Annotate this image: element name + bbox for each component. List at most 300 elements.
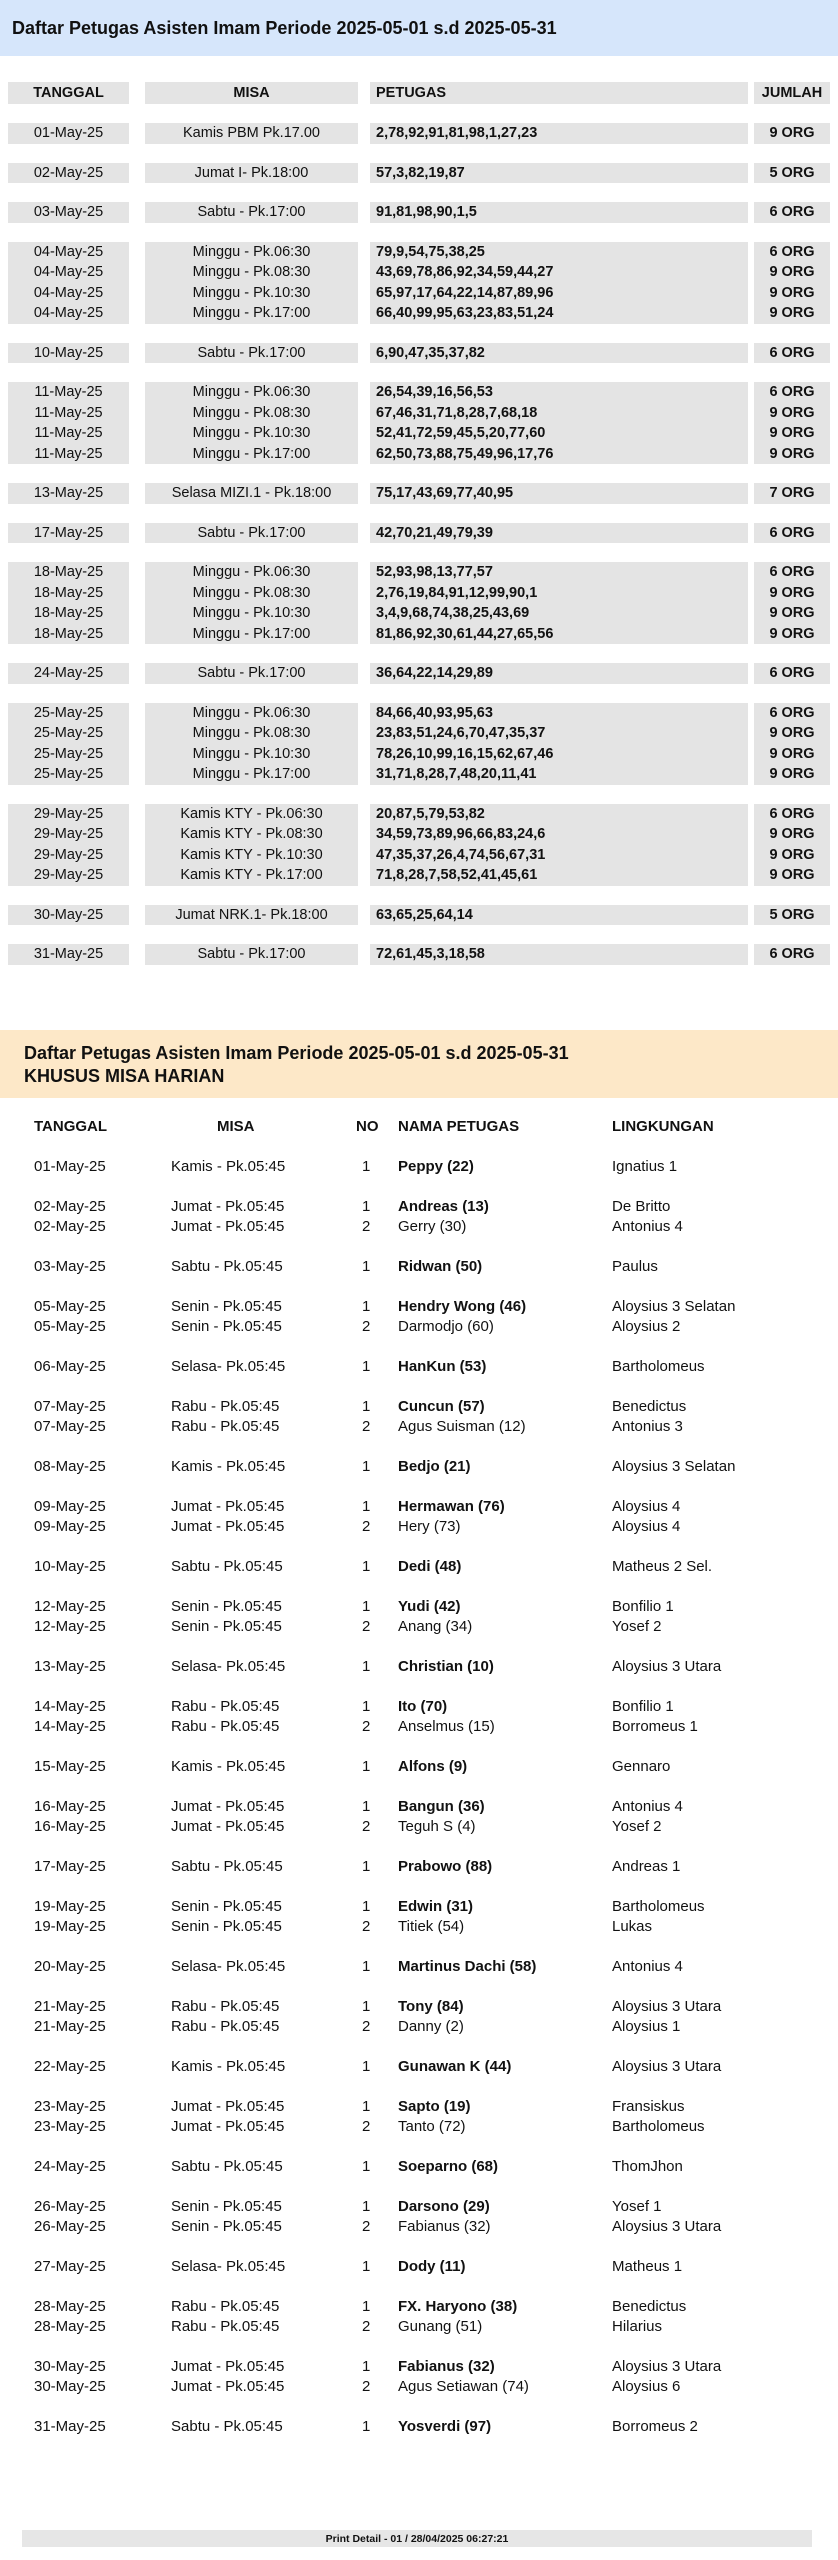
- cell-jumlah: 6 ORG: [769, 704, 815, 721]
- table-row: [0, 1198, 838, 1218]
- column-tanggal: [8, 804, 129, 886]
- cell-tanggal: 05-May-25: [34, 1318, 106, 1335]
- cell-tanggal: 16-May-25: [34, 1798, 106, 1815]
- cell-lingkungan: Yosef 2: [612, 1818, 662, 1835]
- cell-no: 1: [362, 1798, 371, 1815]
- cell-tanggal: 04-May-25: [33, 284, 104, 301]
- cell-lingkungan: Aloysius 2: [612, 1318, 681, 1335]
- cell-jumlah: 9 ORG: [769, 625, 815, 642]
- table-row: [0, 1318, 838, 1338]
- column-tanggal: [8, 202, 129, 223]
- cell-tanggal: 04-May-25: [33, 264, 104, 281]
- column-misa: [145, 242, 358, 324]
- cell-lingkungan: Lukas: [612, 1918, 653, 1935]
- cell-nama-petugas: Fabianus (32): [398, 2218, 491, 2235]
- cell-tanggal: 29-May-25: [33, 846, 104, 863]
- cell-misa: Jumat - Pk.05:45: [171, 1498, 285, 1515]
- table-row: [0, 2158, 838, 2178]
- cell-no: 1: [362, 1558, 371, 1575]
- cell-misa: Selasa- Pk.05:45: [171, 1958, 286, 1975]
- cell-no: 1: [362, 1598, 371, 1615]
- column-jumlah: [754, 242, 830, 324]
- cell-petugas: 79,9,54,75,38,25: [376, 243, 485, 260]
- cell-no: 1: [362, 2258, 371, 2275]
- cell-misa: Sabtu - Pk.17:00: [197, 524, 306, 541]
- cell-lingkungan: Antonius 4: [612, 1798, 683, 1815]
- table-row: [0, 1858, 838, 1878]
- table-row: [0, 2118, 838, 2138]
- cell-tanggal: 29-May-25: [33, 867, 104, 884]
- cell-jumlah: 9 ORG: [769, 264, 815, 281]
- table-row: [0, 2298, 838, 2318]
- cell-nama-petugas: Christian (10): [398, 1658, 494, 1675]
- cell-lingkungan: Bonfilio 1: [612, 1598, 674, 1615]
- cell-nama-petugas: Darmodjo (60): [398, 1318, 494, 1335]
- cell-jumlah: 9 ORG: [769, 125, 815, 142]
- row-group: [0, 1958, 838, 1978]
- cell-tanggal: 23-May-25: [34, 2118, 106, 2135]
- cell-misa: Selasa- Pk.05:45: [171, 1358, 286, 1375]
- cell-misa: Senin - Pk.05:45: [171, 1298, 282, 1315]
- cell-nama-petugas: Martinus Dachi (58): [398, 1958, 537, 1975]
- cell-tanggal: 24-May-25: [33, 665, 104, 682]
- cell-lingkungan: Borromeus 2: [612, 2418, 698, 2435]
- cell-tanggal: 06-May-25: [34, 1358, 106, 1375]
- row-group: [0, 1998, 838, 2038]
- header2-misa: MISA: [217, 1118, 255, 1135]
- cell-misa: Senin - Pk.05:45: [171, 1618, 282, 1635]
- table-row: [0, 2418, 838, 2438]
- cell-jumlah: 9 ORG: [769, 826, 815, 843]
- row-group: [0, 2158, 838, 2178]
- table-row: [0, 1918, 838, 1938]
- cell-jumlah: 6 ORG: [769, 384, 815, 401]
- cell-jumlah: 5 ORG: [769, 164, 815, 181]
- cell-lingkungan: Benedictus: [612, 1398, 687, 1415]
- column-misa: [145, 703, 358, 785]
- table2-body: [0, 1158, 838, 2438]
- cell-petugas: 71,8,28,7,58,52,41,45,61: [376, 867, 538, 884]
- cell-nama-petugas: Fabianus (32): [398, 2358, 495, 2375]
- cell-tanggal: 18-May-25: [33, 605, 104, 622]
- column-petugas: [370, 905, 748, 926]
- cell-lingkungan: Antonius 4: [612, 1218, 683, 1235]
- table-row: [0, 2198, 838, 2218]
- cell-petugas: 81,86,92,30,61,44,27,65,56: [376, 625, 554, 642]
- row-group: [0, 2298, 838, 2338]
- cell-nama-petugas: Danny (2): [398, 2018, 464, 2035]
- cell-tanggal: 26-May-25: [34, 2198, 106, 2215]
- table-header: [8, 82, 830, 104]
- cell-misa: Minggu - Pk.08:30: [192, 725, 311, 742]
- row-group: [0, 2058, 838, 2078]
- cell-tanggal: 11-May-25: [34, 404, 103, 421]
- cell-tanggal: 28-May-25: [34, 2318, 106, 2335]
- cell-nama-petugas: Anselmus (15): [398, 1718, 495, 1735]
- cell-no: 1: [362, 2198, 371, 2215]
- column-jumlah: [754, 562, 830, 644]
- cell-misa: Minggu - Pk.06:30: [192, 704, 311, 721]
- cell-jumlah: 6 ORG: [769, 665, 815, 682]
- cell-nama-petugas: Cuncun (57): [398, 1398, 485, 1415]
- cell-petugas: 36,64,22,14,29,89: [376, 665, 493, 682]
- cell-misa: Minggu - Pk.17:00: [192, 305, 311, 322]
- cell-nama-petugas: Peppy (22): [398, 1158, 474, 1175]
- cell-misa: Senin - Pk.05:45: [171, 1598, 282, 1615]
- cell-nama-petugas: Gunawan K (44): [398, 2058, 512, 2075]
- table-misa-harian: [0, 1098, 838, 2438]
- cell-nama-petugas: Dody (11): [398, 2258, 466, 2275]
- cell-nama-petugas: Teguh S (4): [398, 1818, 476, 1835]
- section2-subtitle: KHUSUS MISA HARIAN: [24, 1066, 225, 1086]
- column-jumlah: [754, 202, 830, 223]
- cell-tanggal: 20-May-25: [34, 1958, 106, 1975]
- row-group: [0, 2198, 838, 2238]
- header-misa: MISA: [145, 82, 358, 104]
- column-jumlah: [754, 663, 830, 684]
- cell-misa: Rabu - Pk.05:45: [171, 1418, 280, 1435]
- row-group: [8, 703, 830, 785]
- cell-misa: Sabtu - Pk.05:45: [171, 1558, 283, 1575]
- cell-jumlah: 9 ORG: [769, 305, 815, 322]
- column-jumlah: [754, 382, 830, 464]
- cell-jumlah: 6 ORG: [769, 243, 815, 260]
- row-group: [0, 2418, 838, 2438]
- cell-lingkungan: Gennaro: [612, 1758, 671, 1775]
- cell-lingkungan: Aloysius 1: [612, 2018, 681, 2035]
- cell-misa: Selasa- Pk.05:45: [171, 1658, 286, 1675]
- column-jumlah: [754, 343, 830, 364]
- cell-petugas: 3,4,9,68,74,38,25,43,69: [376, 605, 530, 622]
- cell-nama-petugas: Agus Suisman (12): [398, 1418, 526, 1435]
- cell-petugas: 75,17,43,69,77,40,95: [376, 485, 514, 502]
- cell-misa: Minggu - Pk.17:00: [192, 766, 311, 783]
- cell-no: 2: [362, 1918, 371, 1935]
- cell-jumlah: 9 ORG: [769, 404, 815, 421]
- table-row: [0, 2218, 838, 2238]
- cell-petugas: 34,59,73,89,96,66,83,24,6: [376, 826, 546, 843]
- cell-lingkungan: Aloysius 3 Utara: [612, 1658, 722, 1675]
- cell-nama-petugas: Titiek (54): [398, 1918, 465, 1935]
- cell-tanggal: 17-May-25: [34, 1858, 106, 1875]
- cell-misa: Sabtu - Pk.17:00: [197, 344, 306, 361]
- row-group: [8, 523, 830, 544]
- cell-petugas: 2,76,19,84,91,12,99,90,1: [376, 584, 538, 601]
- row-group: [0, 1158, 838, 1178]
- cell-tanggal: 11-May-25: [34, 445, 103, 462]
- cell-misa: Minggu - Pk.08:30: [192, 404, 311, 421]
- cell-lingkungan: Aloysius 4: [612, 1518, 681, 1535]
- column-jumlah: [754, 703, 830, 785]
- cell-no: 1: [362, 1158, 371, 1175]
- cell-nama-petugas: Sapto (19): [398, 2098, 471, 2115]
- column-petugas: [370, 123, 748, 144]
- cell-petugas: 63,65,25,64,14: [376, 906, 473, 923]
- cell-tanggal: 16-May-25: [34, 1818, 106, 1835]
- cell-no: 1: [362, 1698, 371, 1715]
- table-row: [0, 1898, 838, 1918]
- table-row: [0, 1718, 838, 1738]
- cell-petugas: 42,70,21,49,79,39: [376, 524, 493, 541]
- cell-tanggal: 26-May-25: [34, 2218, 106, 2235]
- cell-no: 1: [362, 1298, 371, 1315]
- cell-petugas: 2,78,92,91,81,98,1,27,23: [376, 125, 538, 142]
- header2-tanggal: TANGGAL: [34, 1118, 108, 1135]
- cell-misa: Sabtu - Pk.05:45: [171, 1258, 283, 1275]
- cell-no: 1: [362, 2418, 371, 2435]
- cell-lingkungan: Aloysius 3 Selatan: [612, 1298, 736, 1315]
- cell-misa: Minggu - Pk.10:30: [192, 605, 311, 622]
- cell-lingkungan: De Britto: [612, 1198, 671, 1215]
- cell-lingkungan: Yosef 2: [612, 1618, 662, 1635]
- cell-misa: Senin - Pk.05:45: [171, 1898, 282, 1915]
- cell-tanggal: 25-May-25: [33, 745, 104, 762]
- cell-nama-petugas: Soeparno (68): [398, 2158, 499, 2175]
- cell-petugas: 57,3,82,19,87: [376, 164, 465, 181]
- cell-tanggal: 22-May-25: [34, 2058, 106, 2075]
- cell-tanggal: 27-May-25: [34, 2258, 106, 2275]
- row-group: [8, 905, 830, 926]
- row-group: [8, 382, 830, 464]
- row-group: [8, 562, 830, 644]
- cell-misa: Senin - Pk.05:45: [171, 2198, 282, 2215]
- cell-misa: Kamis KTY - Pk.08:30: [180, 826, 323, 843]
- table-row: [0, 1618, 838, 1638]
- cell-misa: Minggu - Pk.10:30: [192, 745, 311, 762]
- row-group: [8, 163, 830, 184]
- row-group: [8, 483, 830, 504]
- cell-lingkungan: Aloysius 3 Utara: [612, 2058, 722, 2075]
- cell-tanggal: 02-May-25: [34, 1198, 106, 1215]
- cell-jumlah: 6 ORG: [769, 524, 815, 541]
- cell-tanggal: 08-May-25: [34, 1458, 106, 1475]
- cell-jumlah: 9 ORG: [769, 445, 815, 462]
- cell-nama-petugas: Alfons (9): [398, 1758, 468, 1775]
- cell-misa: Kamis KTY - Pk.06:30: [180, 805, 323, 822]
- cell-misa: Sabtu - Pk.17:00: [197, 665, 306, 682]
- cell-no: 2: [362, 1518, 371, 1535]
- cell-lingkungan: Hilarius: [612, 2318, 663, 2335]
- row-group: [8, 804, 830, 886]
- column-petugas: [370, 483, 748, 504]
- cell-tanggal: 18-May-25: [33, 625, 104, 642]
- cell-no: 1: [362, 1958, 371, 1975]
- cell-misa: Kamis KTY - Pk.10:30: [180, 846, 323, 863]
- cell-petugas: 65,97,17,64,22,14,87,89,96: [376, 284, 554, 301]
- cell-no: 1: [362, 1198, 371, 1215]
- table-row: [0, 2318, 838, 2338]
- cell-lingkungan: ThomJhon: [612, 2158, 683, 2175]
- table-row: [0, 1658, 838, 1678]
- cell-nama-petugas: Gerry (30): [398, 1218, 467, 1235]
- cell-nama-petugas: Bedjo (21): [398, 1458, 471, 1475]
- row-group: [0, 1758, 838, 1778]
- cell-tanggal: 23-May-25: [34, 2098, 106, 2115]
- column-tanggal: [8, 523, 129, 544]
- cell-no: 2: [362, 1818, 371, 1835]
- cell-no: 1: [362, 1758, 371, 1775]
- table-row: [0, 1158, 838, 1178]
- cell-no: 1: [362, 2098, 371, 2115]
- cell-lingkungan: Andreas 1: [612, 1858, 681, 1875]
- cell-no: 2: [362, 1718, 371, 1735]
- section2-header: [0, 1030, 838, 1098]
- cell-lingkungan: Borromeus 1: [612, 1718, 698, 1735]
- cell-misa: Kamis PBM Pk.17.00: [183, 125, 320, 142]
- cell-nama-petugas: Prabowo (88): [398, 1858, 493, 1875]
- cell-tanggal: 28-May-25: [34, 2298, 106, 2315]
- cell-tanggal: 13-May-25: [33, 485, 104, 502]
- cell-petugas: 67,46,31,71,8,28,7,68,18: [376, 404, 538, 421]
- cell-nama-petugas: Bangun (36): [398, 1798, 485, 1815]
- row-group: [8, 663, 830, 684]
- cell-tanggal: 30-May-25: [33, 906, 104, 923]
- cell-nama-petugas: Yudi (42): [398, 1598, 461, 1615]
- column-misa: [145, 562, 358, 644]
- cell-tanggal: 25-May-25: [33, 704, 104, 721]
- cell-tanggal: 19-May-25: [34, 1918, 106, 1935]
- cell-tanggal: 14-May-25: [34, 1698, 106, 1715]
- header2-nama: NAMA PETUGAS: [398, 1118, 520, 1135]
- column-tanggal: [8, 944, 129, 965]
- cell-lingkungan: Matheus 2 Sel.: [612, 1558, 713, 1575]
- table-row: [0, 1498, 838, 1518]
- column-tanggal: [8, 343, 129, 364]
- cell-tanggal: 01-May-25: [33, 125, 104, 142]
- header-jumlah: JUMLAH: [754, 82, 830, 104]
- cell-nama-petugas: Hery (73): [398, 1518, 461, 1535]
- cell-tanggal: 12-May-25: [34, 1598, 106, 1615]
- cell-tanggal: 02-May-25: [34, 1218, 106, 1235]
- cell-jumlah: 9 ORG: [769, 584, 815, 601]
- cell-misa: Minggu - Pk.17:00: [192, 445, 311, 462]
- table-row: [0, 1818, 838, 1838]
- cell-jumlah: 6 ORG: [769, 344, 815, 361]
- cell-misa: Senin - Pk.05:45: [171, 2218, 282, 2235]
- cell-misa: Senin - Pk.05:45: [171, 1918, 282, 1935]
- table-row: [0, 1998, 838, 2018]
- cell-nama-petugas: Gunang (51): [398, 2318, 483, 2335]
- cell-misa: Selasa MIZI.1 - Pk.18:00: [171, 485, 332, 502]
- cell-misa: Minggu - Pk.06:30: [192, 243, 311, 260]
- cell-nama-petugas: Ito (70): [398, 1698, 448, 1715]
- cell-petugas: 52,93,98,13,77,57: [376, 564, 493, 581]
- cell-nama-petugas: Agus Setiawan (74): [398, 2378, 529, 2395]
- cell-nama-petugas: Ridwan (50): [398, 1258, 483, 1275]
- cell-jumlah: 9 ORG: [769, 745, 815, 762]
- cell-lingkungan: Benedictus: [612, 2298, 687, 2315]
- cell-jumlah: 6 ORG: [769, 564, 815, 581]
- cell-tanggal: 11-May-25: [34, 384, 103, 401]
- cell-misa: Jumat - Pk.05:45: [171, 1798, 285, 1815]
- row-group: [0, 1598, 838, 1638]
- cell-jumlah: 7 ORG: [769, 485, 815, 502]
- table-row: [0, 1398, 838, 1418]
- column-petugas: [370, 202, 748, 223]
- row-group: [0, 2258, 838, 2278]
- row-group: [0, 1798, 838, 1838]
- row-group: [0, 1898, 838, 1938]
- cell-jumlah: 9 ORG: [769, 284, 815, 301]
- table-row: [0, 2258, 838, 2278]
- column-petugas: [370, 562, 748, 644]
- row-group: [8, 944, 830, 965]
- row-group: [0, 1498, 838, 1538]
- table-row: [0, 1458, 838, 1478]
- column-tanggal: [8, 242, 129, 324]
- cell-no: 2: [362, 1618, 371, 1635]
- column-petugas: [370, 382, 748, 464]
- cell-lingkungan: Antonius 4: [612, 1958, 683, 1975]
- table-row: [0, 2378, 838, 2398]
- column-petugas: [370, 804, 748, 886]
- cell-tanggal: 15-May-25: [34, 1758, 106, 1775]
- cell-tanggal: 10-May-25: [34, 1558, 106, 1575]
- cell-misa: Jumat - Pk.05:45: [171, 2118, 285, 2135]
- table-row: [0, 1218, 838, 1238]
- row-group: [0, 2358, 838, 2398]
- row-group: [0, 1258, 838, 1278]
- cell-tanggal: 03-May-25: [34, 1258, 106, 1275]
- cell-misa: Rabu - Pk.05:45: [171, 2298, 280, 2315]
- cell-no: 1: [362, 1398, 371, 1415]
- cell-misa: Jumat - Pk.05:45: [171, 1198, 285, 1215]
- cell-tanggal: 31-May-25: [34, 2418, 106, 2435]
- cell-nama-petugas: Anang (34): [398, 1618, 473, 1635]
- cell-misa: Rabu - Pk.05:45: [171, 2318, 280, 2335]
- cell-no: 2: [362, 1218, 371, 1235]
- cell-misa: Minggu - Pk.17:00: [192, 625, 311, 642]
- cell-tanggal: 29-May-25: [33, 805, 104, 822]
- row-group: [0, 1198, 838, 1238]
- cell-lingkungan: Paulus: [612, 1258, 658, 1275]
- cell-tanggal: 12-May-25: [34, 1618, 106, 1635]
- cell-tanggal: 18-May-25: [33, 584, 104, 601]
- cell-tanggal: 25-May-25: [33, 766, 104, 783]
- column-misa: [145, 382, 358, 464]
- cell-misa: Rabu - Pk.05:45: [171, 1718, 280, 1735]
- cell-misa: Kamis - Pk.05:45: [171, 2058, 286, 2075]
- cell-no: 1: [362, 1258, 371, 1275]
- row-group: [8, 202, 830, 223]
- table-row: [0, 1418, 838, 1438]
- row-group: [0, 1398, 838, 1438]
- table-row: [0, 1558, 838, 1578]
- cell-jumlah: 6 ORG: [769, 805, 815, 822]
- cell-nama-petugas: Tanto (72): [398, 2118, 466, 2135]
- table-row: [0, 2018, 838, 2038]
- cell-tanggal: 18-May-25: [33, 564, 104, 581]
- column-tanggal: [8, 905, 129, 926]
- row-group: [0, 1298, 838, 1338]
- cell-misa: Jumat - Pk.05:45: [171, 1218, 285, 1235]
- table-row: [0, 1598, 838, 1618]
- cell-petugas: 31,71,8,28,7,48,20,11,41: [376, 766, 537, 783]
- cell-lingkungan: Aloysius 3 Utara: [612, 1998, 722, 2015]
- cell-lingkungan: Aloysius 6: [612, 2378, 681, 2395]
- cell-petugas: 78,26,10,99,16,15,62,67,46: [376, 745, 554, 762]
- cell-lingkungan: Aloysius 3 Selatan: [612, 1458, 736, 1475]
- cell-jumlah: 9 ORG: [769, 425, 815, 442]
- column-tanggal: [8, 483, 129, 504]
- cell-lingkungan: Antonius 3: [612, 1418, 683, 1435]
- cell-tanggal: 07-May-25: [34, 1398, 106, 1415]
- cell-lingkungan: Bartholomeus: [612, 1358, 705, 1375]
- cell-misa: Jumat - Pk.05:45: [171, 1518, 285, 1535]
- cell-misa: Jumat - Pk.05:45: [171, 2378, 285, 2395]
- cell-misa: Senin - Pk.05:45: [171, 1318, 282, 1335]
- cell-nama-petugas: Dedi (48): [398, 1558, 462, 1575]
